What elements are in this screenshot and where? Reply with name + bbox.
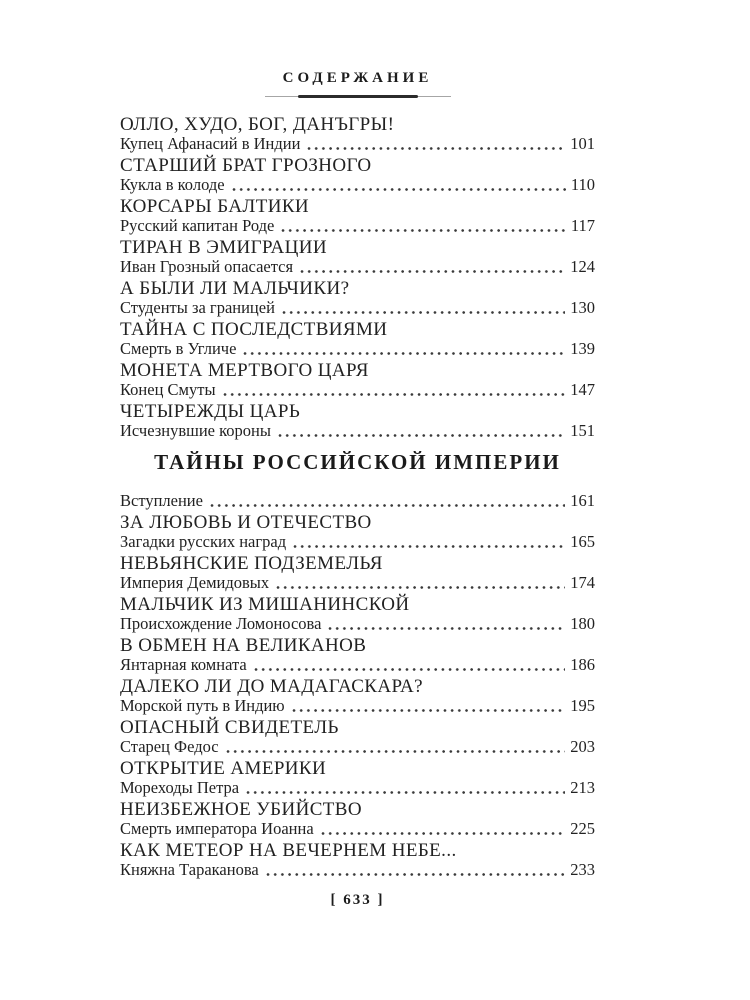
- toc-entry-subtitle: Студенты за границей: [120, 298, 275, 317]
- toc-entry-subtitle: Княжна Тараканова: [120, 860, 259, 879]
- dot-leader: [300, 269, 565, 274]
- dot-leader: [328, 626, 565, 631]
- toc-entry-subtitle-row: [120, 340, 595, 358]
- toc-entry-page-number: 151: [570, 421, 595, 440]
- dot-leader: [321, 831, 566, 836]
- toc-entry-subtitle: Империя Демидовых: [120, 573, 270, 592]
- toc-entry-subtitle: Конец Смуты: [120, 380, 216, 399]
- toc-entry-title: А БЫЛИ ЛИ МАЛЬЧИКИ?: [120, 278, 350, 299]
- toc-entry-subtitle-row: [120, 615, 595, 633]
- toc-entry-subtitle-row: [120, 217, 595, 235]
- toc-entry-subtitle: Мореходы Петра: [120, 778, 240, 797]
- toc-entry-page-number: 180: [570, 614, 595, 633]
- toc-entry-title: ТИРАН В ЭМИГРАЦИИ: [120, 237, 328, 258]
- toc-entry-subtitle-row: [120, 422, 595, 440]
- toc-entry-title: КАК МЕТЕОР НА ВЕЧЕРНЕМ НЕБЕ...: [120, 840, 457, 861]
- toc-entry: [120, 237, 595, 276]
- dot-leader: [254, 667, 566, 672]
- toc-entry-page-number: 233: [570, 860, 595, 879]
- toc-section-heading: ТАЙНЫ РОССИЙСКОЙ ИМПЕРИИ: [154, 450, 561, 474]
- contents-title: СОДЕРЖАНИЕ: [282, 70, 433, 86]
- toc-entry-title: КОРСАРЫ БАЛТИКИ: [120, 196, 310, 217]
- toc-entry: [120, 758, 595, 797]
- toc-entry-subtitle: Вступление: [120, 491, 203, 510]
- dot-leader: [281, 228, 566, 233]
- toc-entry-page-number: 101: [570, 134, 595, 153]
- dot-leader: [210, 503, 565, 508]
- toc-entry: [120, 594, 595, 633]
- toc-entry-subtitle: Русский капитан Роде: [120, 216, 275, 235]
- contents-header: [120, 70, 595, 98]
- dot-leader: [278, 433, 565, 438]
- toc-entry-subtitle-row: [120, 299, 595, 317]
- toc-entry-page-number: 124: [570, 257, 595, 276]
- toc-entry-title: СТАРШИЙ БРАТ ГРОЗНОГО: [120, 155, 372, 176]
- dot-leader: [282, 310, 565, 315]
- toc-entry-subtitle: Иван Грозный опасается: [120, 257, 294, 276]
- toc-entry-subtitle-row: [120, 176, 595, 194]
- toc-entry-subtitle-row: [120, 697, 595, 715]
- toc-entry-page-number: 110: [570, 175, 595, 194]
- toc-entry-title: НЕВЬЯНСКИЕ ПОДЗЕМЕЛЬЯ: [120, 553, 383, 574]
- toc-entry-title: МОНЕТА МЕРТВОГО ЦАРЯ: [120, 360, 369, 381]
- toc-entry-subtitle: Кукла в колоде: [120, 175, 225, 194]
- toc-entry-subtitle-row: [120, 738, 595, 756]
- toc-entry: [120, 512, 595, 551]
- toc-entry: [120, 360, 595, 399]
- toc-entry-title: ОПАСНЫЙ СВИДЕТЕЛЬ: [120, 717, 339, 738]
- toc-entry-page-number: 186: [570, 655, 595, 674]
- dot-leader: [226, 749, 566, 754]
- toc-entry-subtitle-row: [120, 861, 595, 879]
- toc-entry-subtitle: Происхождение Ломоносова: [120, 614, 322, 633]
- toc-entry: [120, 401, 595, 440]
- toc-entry: [120, 155, 595, 194]
- toc-entry-subtitle-row: [120, 258, 595, 276]
- toc-entry-page-number: 117: [570, 216, 595, 235]
- toc-entry-title: ОЛЛО, ХУДО, БОГ, ДАНЪГРЫ!: [120, 114, 395, 135]
- ornament-rule-thick-segment: [298, 95, 418, 98]
- toc-entry-title: ДАЛЕКО ЛИ ДО МАДАГАСКАРА?: [120, 676, 423, 697]
- toc-entry: [120, 717, 595, 756]
- toc-entry: [120, 278, 595, 317]
- toc-entry-page-number: 203: [570, 737, 595, 756]
- toc-entry-page-number: 130: [570, 298, 595, 317]
- dot-leader: [292, 708, 566, 713]
- dot-leader: [293, 544, 565, 549]
- page-footer: [120, 892, 595, 909]
- toc-entry: [120, 553, 595, 592]
- toc-entry: [120, 676, 595, 715]
- toc-entry-subtitle-row: [120, 820, 595, 838]
- toc-entry-page-number: 213: [570, 778, 595, 797]
- toc-entry-title: ЗА ЛЮБОВЬ И ОТЕЧЕСТВО: [120, 512, 372, 533]
- toc-entry: [120, 635, 595, 674]
- toc-entry: [120, 319, 595, 358]
- dot-leader: [232, 187, 566, 192]
- ornament-rule: [265, 95, 451, 98]
- dot-leader: [243, 351, 565, 356]
- toc-entry-subtitle: Исчезнувшие короны: [120, 421, 271, 440]
- toc-entry-page-number: 174: [570, 573, 595, 592]
- toc-entry-page-number: 147: [570, 380, 595, 399]
- toc-entry-subtitle: Загадки русских наград: [120, 532, 287, 551]
- toc-entry-title: ЧЕТЫРЕЖДЫ ЦАРЬ: [120, 401, 301, 422]
- toc-entry-page-number: 225: [570, 819, 595, 838]
- toc-entry: [120, 840, 595, 879]
- toc-entry-title: В ОБМЕН НА ВЕЛИКАНОВ: [120, 635, 367, 656]
- toc-entry-subtitle: Смерть императора Иоанна: [120, 819, 314, 838]
- toc-entry-subtitle-row: [120, 533, 595, 551]
- dot-leader: [276, 585, 565, 590]
- folio-page-number: [ 633 ]: [330, 892, 385, 908]
- dot-leader: [307, 146, 565, 151]
- toc-entry-subtitle-row: [120, 381, 595, 399]
- dot-leader: [223, 392, 566, 397]
- toc-entry: [120, 492, 595, 510]
- toc-entry-subtitle-row: [120, 656, 595, 674]
- toc-entry-subtitle: Янтарная комната: [120, 655, 247, 674]
- toc-entry: [120, 114, 595, 153]
- toc-entry-subtitle: Морской путь в Индию: [120, 696, 285, 715]
- toc-entry-subtitle: Купец Афанасий в Индии: [120, 134, 301, 153]
- toc-entry-subtitle-row: [120, 574, 595, 592]
- toc-entry-page-number: 139: [570, 339, 595, 358]
- toc-entry-title: НЕИЗБЕЖНОЕ УБИЙСТВО: [120, 799, 362, 820]
- toc-entry-title: МАЛЬЧИК ИЗ МИШАНИНСКОЙ: [120, 594, 410, 615]
- toc-entry-page-number: 195: [570, 696, 595, 715]
- toc-entry-page-number: 161: [570, 491, 595, 510]
- toc-entry-subtitle: Старец Федос: [120, 737, 219, 756]
- toc-entry: [120, 196, 595, 235]
- table-of-contents: [120, 114, 595, 879]
- toc-entry-title: ТАЙНА С ПОСЛЕДСТВИЯМИ: [120, 319, 388, 340]
- dot-leader: [266, 872, 566, 877]
- dot-leader: [246, 790, 565, 795]
- toc-entry-page-number: 165: [570, 532, 595, 551]
- toc-entry-subtitle: Смерть в Угличе: [120, 339, 237, 358]
- toc-entry-subtitle-row: [120, 779, 595, 797]
- toc-entry-subtitle-row: [120, 492, 595, 510]
- toc-entry-subtitle-row: [120, 135, 595, 153]
- toc-entry: [120, 799, 595, 838]
- toc-entry-title: ОТКРЫТИЕ АМЕРИКИ: [120, 758, 327, 779]
